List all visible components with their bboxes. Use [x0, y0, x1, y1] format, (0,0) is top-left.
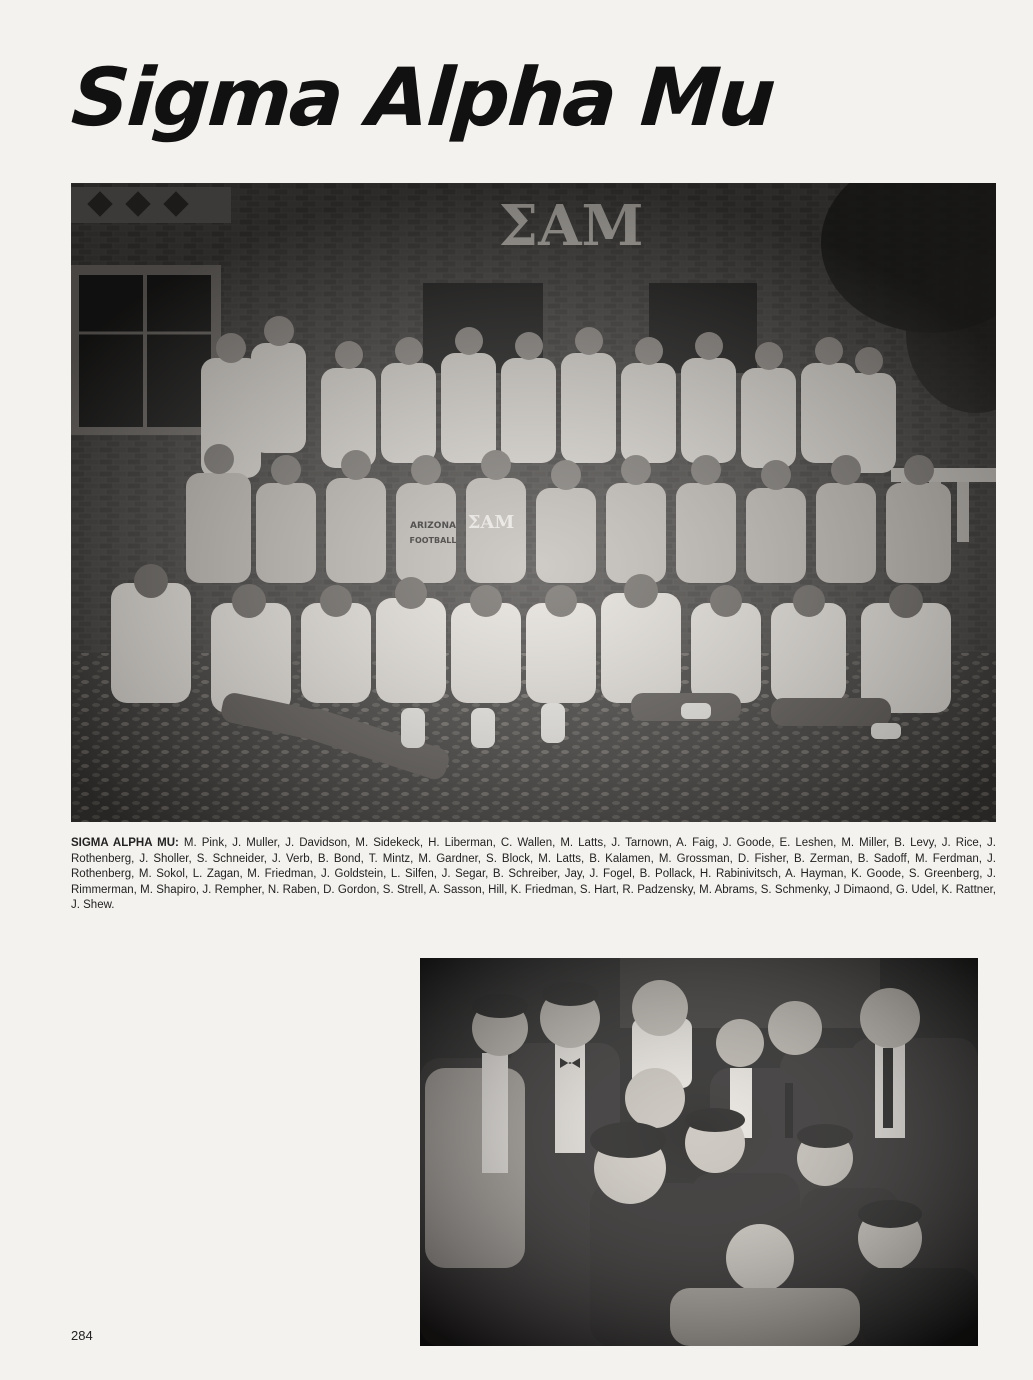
caption-label: SIGMA ALPHA MU:: [71, 837, 179, 849]
page-number: 284: [71, 1328, 93, 1343]
group-photo-house: [71, 183, 996, 822]
party-photo: [420, 958, 978, 1346]
page-title: Sigma Alpha Mu: [68, 51, 777, 144]
photo-caption: [71, 836, 996, 914]
group-photo-house-image: [71, 183, 996, 822]
party-photo-image: [420, 958, 978, 1346]
caption-names: M. Pink, J. Muller, J. Davidson, M. Sidekeck, H. Liberman, C. Wallen, M. Latts, J. Tarnown, A. Faig, J. Goode, E. Leshen, M. Miller, B. Levy, J. Rice, J. Rothenberg, J. Sholler, S. Schneider, J. Verb, B. Bond, T. Mintz, M. Gardner, S. Block, M. Latts, B. Kalamen, M. Grossman, D. Fisher, B. Zerman, B. Sadoff, M. Ferdman, J. Rothenberg, M. Sokol, L. Zagan, M. Friedman, J. Goldstein, L. Silfen, J. Segar, B. Schreiber, Jay, J. Fogel, B. Pollack, H. Rabinivitsch, A. Hayman, K. Goode, S. Greenberg, J. Rimmerman, M. Shapiro, J. Rempher, N. Raben, D. Gordon, S. Strell, A. Sasson, Hill, K. Friedman, S. Hart, R. Padzensky, M. Abrams, S. Schmenky, J Dimaond, G. Udel, K. Rattner, J. Shew.: [71, 837, 996, 911]
